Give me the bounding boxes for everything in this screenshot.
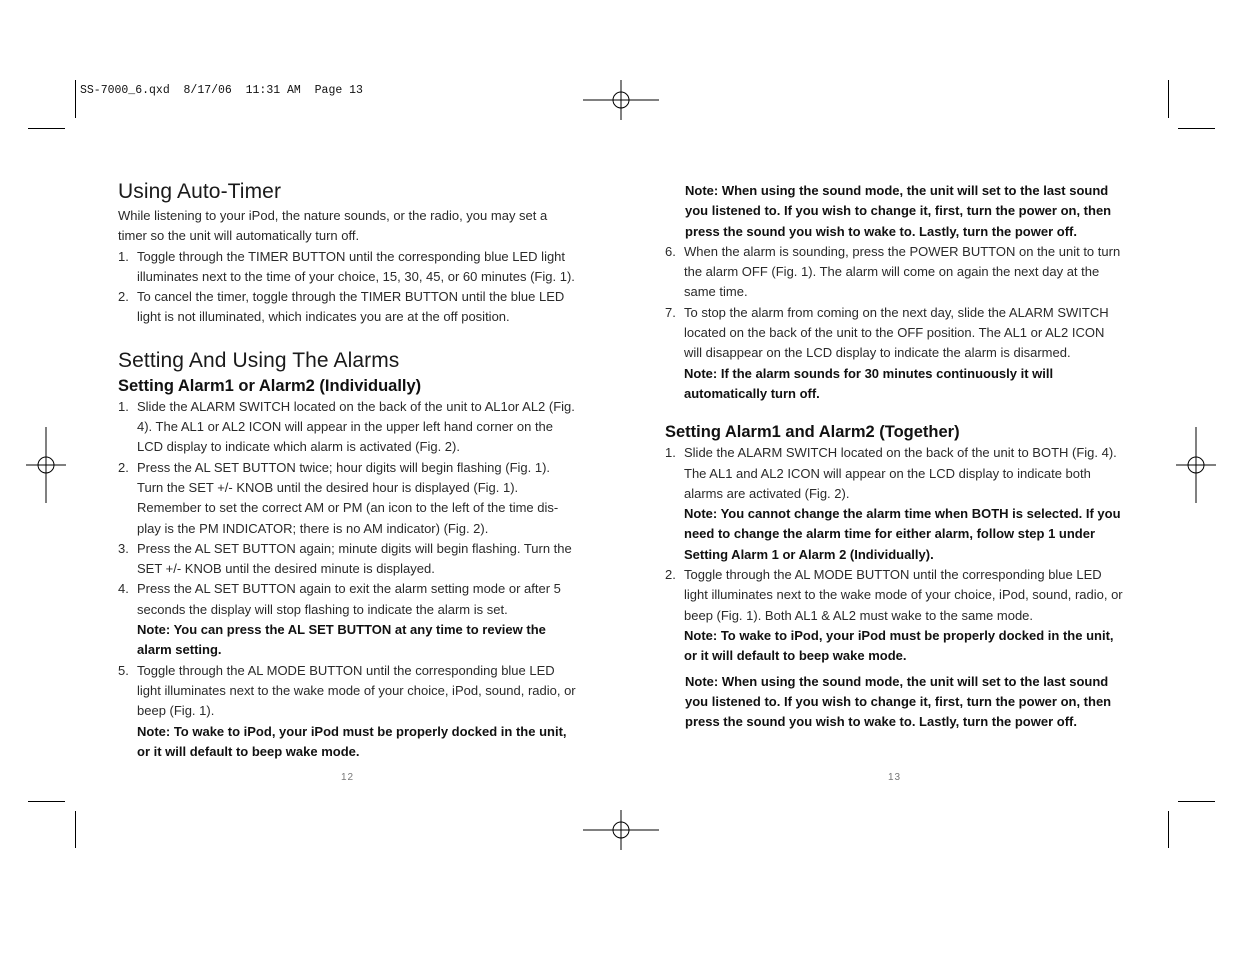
list-text: Press the AL SET BUTTON again; minute digits will begin flashing. Turn the SET +/- KNOB until the desired minute is displayed. (137, 540, 572, 577)
list-note: Note: To wake to iPod, your iPod must be properly docked in the unit, or it will default to beep wake mode. (137, 723, 567, 759)
crop-mark (75, 80, 76, 118)
list-text: Press the AL SET BUTTON again to exit the alarm setting mode or after 5 seconds the display will stop flashing to indicate the alarm is set. (137, 581, 561, 617)
list-item (118, 661, 578, 762)
list-number: 1. (665, 445, 676, 461)
subheading-individually: Setting Alarm1 or Alarm2 (Individually) (118, 376, 422, 395)
list-item (665, 565, 1125, 666)
list-number: 3. (118, 540, 129, 556)
list-text: Toggle through the AL MODE BUTTON until the corresponding blue LED light illuminates next to the wake mode of your choice, iPod, sound, radio, or beep (Fig. 1). (137, 662, 576, 719)
list-number: 1. (118, 398, 129, 414)
crop-mark (1168, 811, 1169, 848)
list-item (665, 242, 1125, 303)
list-item (118, 247, 578, 288)
left-page-column (118, 178, 578, 762)
list-note: Note: To wake to iPod, your iPod must be properly docked in the unit, or it will default to beep wake mode. (684, 627, 1114, 664)
list-text: To cancel the timer, toggle through the TIMER BUTTON until the blue LED light is not illuminated, which indicates you are at the off position. (137, 289, 565, 325)
section-heading-alarms: Setting And Using The Alarms (118, 348, 400, 372)
registration-mark (583, 810, 659, 850)
list-number: 6. (665, 243, 676, 259)
crop-mark (75, 811, 76, 848)
registration-mark (583, 80, 659, 120)
list-note: Note: If the alarm sounds for 30 minutes continuously it will automatically turn off. (684, 365, 1054, 401)
registration-mark (1176, 427, 1216, 503)
crop-mark (1168, 80, 1169, 118)
list-note: Note: You can press the AL SET BUTTON at any time to review the alarm setting. (137, 622, 546, 658)
page-number-right: 13 (888, 772, 902, 783)
section-heading-auto-timer: Using Auto-Timer (118, 180, 282, 203)
list-item (118, 287, 578, 328)
sound-mode-note: Note: When using the sound mode, the unit will set to the last sound you listened to. If you wish to change it, first, turn the power on, then press the sound you wish to wake to. Lastly, turn the power off. (685, 673, 1112, 730)
list-text: Toggle through the TIMER BUTTON until the corresponding blue LED light illuminates next to the time of your choice, 15, 30, 45, or 60 minutes (Fig. 1). (137, 248, 575, 284)
sound-mode-note: Note: When using the sound mode, the unit will set to the last sound you listened to. If you wish to change it, first, turn the power on, then press the sound you wish to wake to. Lastly, turn the power off. (685, 183, 1112, 239)
list-note: Note: You cannot change the alarm time when BOTH is selected. If you need to change the alarm time for either alarm, follow step 1 under Setting Alarm 1 or Alarm 2 (Individually). (684, 506, 1121, 562)
file-slug-line: SS-7000_6.qxd 8/17/06 11:31 AM Page 13 (80, 84, 363, 97)
auto-timer-intro: While listening to your iPod, the nature sounds, or the radio, you may set a timer so the unit will automatically turn off. (118, 208, 548, 244)
right-page-column (665, 181, 1125, 732)
list-item (665, 443, 1125, 565)
list-item (118, 397, 578, 458)
list-text: Press the AL SET BUTTON twice; hour digits will begin flashing (Fig. 1). Turn the SET +/- KNOB until the desired hour is displayed (Fig. 1). Remember to set the correct AM or PM (an icon to the left of the time dis-play is the PM INDICATOR; there is no AM indicator) (Fig. 2). (137, 459, 559, 536)
crop-mark (1178, 128, 1215, 129)
crop-mark (28, 801, 65, 802)
subheading-together: Setting Alarm1 and Alarm2 (Together) (665, 423, 960, 442)
list-text: Slide the ALARM SWITCH located on the back of the unit to BOTH (Fig. 4). The AL1 and AL2 ICON will appear on the LCD display to indicate both alarms are activated (Fig. 2). (684, 445, 1117, 501)
list-number: 2. (665, 567, 676, 583)
crop-mark (1178, 801, 1215, 802)
list-item (665, 303, 1125, 404)
registration-mark (26, 427, 66, 503)
list-text: To stop the alarm from coming on the next day, slide the ALARM SWITCH located on the back of the unit to the OFF position. The AL1 or AL2 ICON will disappear on the LCD display to indicate the alarm is disarmed. (684, 304, 1109, 361)
list-item (118, 458, 578, 539)
list-item (118, 539, 578, 580)
page-number-left: 12 (341, 772, 355, 783)
list-item (118, 579, 578, 660)
list-number: 7. (665, 304, 676, 320)
list-number: 5. (118, 662, 129, 678)
list-number: 2. (118, 459, 129, 475)
list-text: When the alarm is sounding, press the POWER BUTTON on the unit to turn the alarm OFF (Fig. 1). The alarm will come on again the next day at the same time. (684, 243, 1121, 300)
list-number: 1. (118, 248, 129, 264)
list-text: Toggle through the AL MODE BUTTON until the corresponding blue LED light illuminates next to the wake mode of your choice, iPod, sound, radio, or beep (Fig. 1). Both AL1 & AL2 must wake to the same mode. (684, 567, 1123, 623)
list-number: 4. (118, 581, 129, 597)
list-number: 2. (118, 289, 129, 305)
crop-mark (28, 128, 65, 129)
list-text: Slide the ALARM SWITCH located on the back of the unit to AL1or AL2 (Fig. 4). The AL1 or AL2 ICON will appear in the upper left hand corner on the LCD display to indicate which alarm is activated (Fig. 2). (137, 398, 575, 455)
